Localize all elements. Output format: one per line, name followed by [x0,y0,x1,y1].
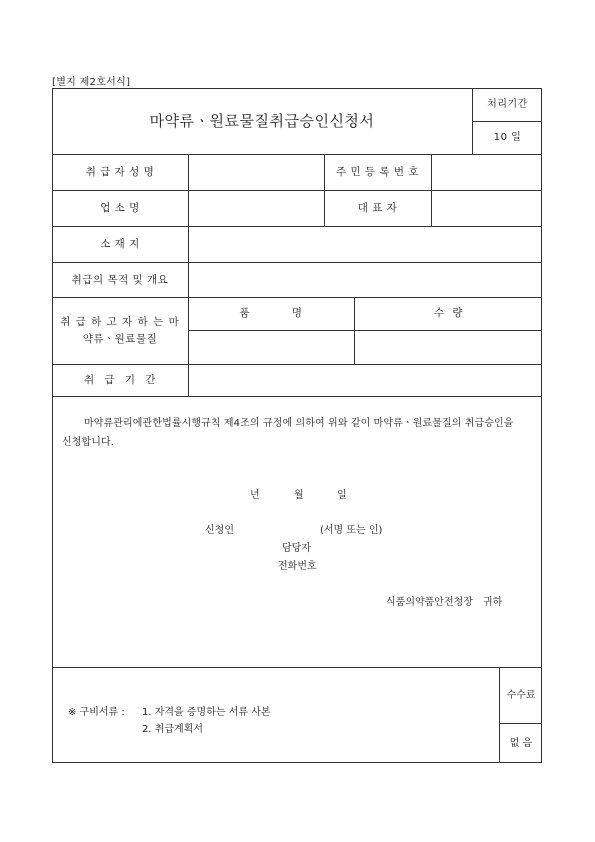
substance-label [53,298,187,363]
purpose-label: 취급의 목적 및 개요 [71,273,169,286]
period-label: 취 급 기 간 [83,373,157,386]
business-name-label: 업 소 명 [100,201,140,214]
resident-number-field[interactable] [432,155,542,189]
substance-label-line1: 취 급 하 고 자 하 는 마 [60,316,180,329]
business-name-field[interactable] [189,191,323,225]
required-doc-2: 2. 취급계획서 [142,724,204,735]
representative-label: 대 표 자 [357,201,398,214]
application-statement: 마약류관리에관한법률시행규칙 제4조의 규정에 의하여 위와 같이 마약류ㆍ원료물질의 취급승인을 신청합니다. [62,418,514,448]
date-day: 일 [337,490,347,501]
location-label: 소 재 지 [100,237,140,250]
addressee: 식품의약품안전청장 귀하 [386,597,503,608]
form-title: 마약류ㆍ원료물질취급승인신청서 [149,111,375,130]
signature-field[interactable] [242,518,316,534]
item-name-header: 품 명 [239,307,303,320]
quantity-header: 수 량 [433,307,464,320]
period-field[interactable] [189,365,542,395]
representative-field[interactable] [432,191,542,225]
handler-name-label: 취 급 자 성 명 [85,165,155,178]
signature-note: (서명 또는 인) [320,525,383,536]
required-docs-label: ※ 구비서류 : [68,707,125,718]
fee-label: 수수료 [506,689,536,701]
date-month: 월 [294,490,304,501]
person-in-charge-label: 담당자 [282,543,311,554]
processing-period-value: 10 일 [493,132,522,144]
applicant-label: 신청인 [205,525,234,536]
quantity-field[interactable] [355,331,542,363]
fee-value: 없 음 [509,737,533,749]
processing-period-label: 처리기간 [487,99,528,111]
phone-label: 전화번호 [278,561,317,572]
handler-name-field[interactable] [189,155,323,189]
substance-label-line2: 약류ㆍ원료물질 [82,332,158,345]
form-reference: [별지 제2호서식] [52,77,131,88]
item-name-field[interactable] [189,331,353,363]
purpose-field[interactable] [189,263,542,297]
location-field[interactable] [189,227,542,261]
resident-number-label: 주 민 등 록 번 호 [335,165,420,178]
date-year: 년 [250,490,260,501]
required-doc-1: 1. 자격을 증명하는 서류 사본 [142,707,271,718]
